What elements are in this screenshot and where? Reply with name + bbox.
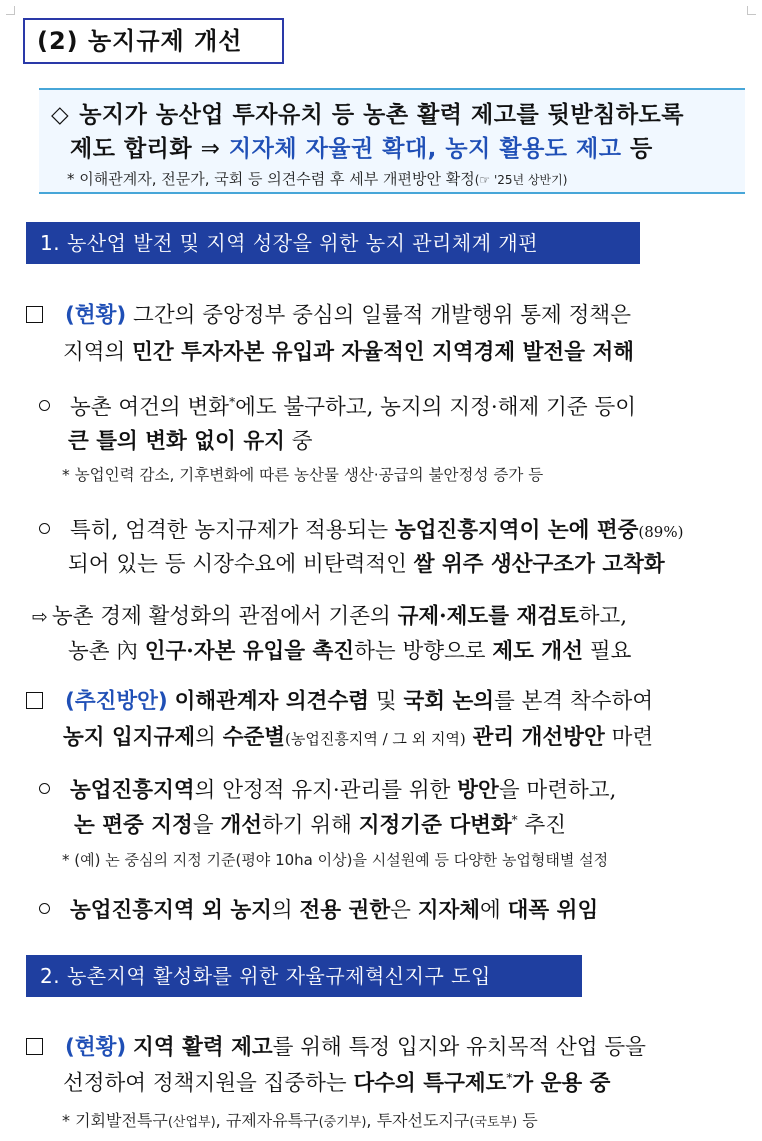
- plan-line-1: (추진방안) 이해관계자 의견수렴 및 국회 논의를 본격 착수하여: [26, 684, 653, 715]
- bullet-1-line-1: 농촌 여건의 변화*에도 불구하고, 농지의 지정·해제 기준 등이: [39, 390, 636, 421]
- summary-box: [39, 88, 745, 194]
- circle-bullet-icon: [39, 903, 50, 914]
- summary-highlight: 지자체 자율권 확대, 농지 활용도 제고: [228, 136, 622, 162]
- section-2-heading: 2. 농촌지역 활성화를 위한 자율규제혁신지구 도입: [26, 955, 582, 997]
- checkbox-square-icon: [26, 1038, 43, 1055]
- section-2-current-line-2: 선정하여 정책지원을 집중하는 다수의 특구제도*가 운용 중: [63, 1071, 611, 1096]
- circle-bullet-icon: [39, 783, 50, 794]
- checkbox-square-icon: [26, 692, 43, 709]
- summary-line-1: ◇ 농지가 농산업 투자유치 등 농촌 활력 제고를 뒷받침하도록: [51, 102, 684, 128]
- current-status-line-2: 지역의 민간 투자자본 유입과 자율적인 지역경제 발전을 저해: [63, 340, 634, 365]
- conclusion-line-1: ⇨ 농촌 경제 활성화의 관점에서 기존의 규제·제도를 재검토하고,: [32, 604, 628, 629]
- section-2-current-line-1: (현황) 지역 활력 제고를 위해 특정 입지와 유치목적 산업 등을: [26, 1030, 646, 1061]
- section-1-heading: 1. 농산업 발전 및 지역 성장을 위한 농지 관리체계 개편: [26, 222, 640, 264]
- summary-line-2: 제도 합리화 ⇒ 지자체 자율권 확대, 농지 활용도 제고 등: [70, 136, 653, 162]
- page-corner-mark: [747, 6, 756, 15]
- circle-bullet-icon: [39, 400, 50, 411]
- page-title: (2) 농지규제 개선: [23, 18, 284, 64]
- summary-note: * 이해관계자, 전문가, 국회 등 의견수렴 후 세부 개편방안 확정(☞ '25년 상반기): [67, 170, 568, 188]
- bullet-1-line-2: 큰 틀의 변화 없이 유지 중: [68, 429, 313, 454]
- right-arrow-icon: ⇒: [200, 136, 221, 162]
- footnote-2: * (예) 논 중심의 지정 기준(평야 10ha 이상)을 시설원예 등 다양한 농업형태별 설정: [62, 851, 609, 869]
- conclusion-line-2: 농촌 內 인구·자본 유입을 촉진하는 방향으로 제도 개선 필요: [68, 639, 632, 664]
- bullet-3-line-2: 논 편중 지정을 개선하기 위해 지정기준 다변화* 추진: [74, 813, 567, 838]
- current-status-line-1: (현황) 그간의 중앙정부 중심의 일률적 개발행위 통제 정책은: [26, 298, 631, 329]
- footnote-3: * 기회발전특구(산업부), 규제자유특구(중기부), 투자선도지구(국토부) 등: [62, 1111, 538, 1130]
- diamond-bullet-icon: ◇: [51, 102, 70, 128]
- page-corner-mark: [6, 6, 15, 15]
- bullet-2-line-2: 되어 있는 등 시장수요에 비탄력적인 쌀 위주 생산구조가 고착화: [68, 552, 665, 577]
- bullet-2-line-1: 특히, 엄격한 농지규제가 적용되는 농업진흥지역이 논에 편중(89%): [39, 513, 683, 544]
- circle-bullet-icon: [39, 523, 50, 534]
- plan-line-2: 농지 입지규제의 수준별(농업진흥지역 / 그 외 지역) 관리 개선방안 마련: [63, 725, 654, 750]
- hollow-arrow-icon: ⇨: [32, 606, 48, 628]
- footnote-1: * 농업인력 감소, 기후변화에 따른 농산물 생산·공급의 불안정성 증가 등: [62, 466, 544, 484]
- bullet-3-line-1: 농업진흥지역의 안정적 유지·관리를 위한 방안을 마련하고,: [39, 773, 616, 804]
- bullet-4-line: 농업진흥지역 외 농지의 전용 권한은 지자체에 대폭 위임: [39, 893, 598, 924]
- checkbox-square-icon: [26, 306, 43, 323]
